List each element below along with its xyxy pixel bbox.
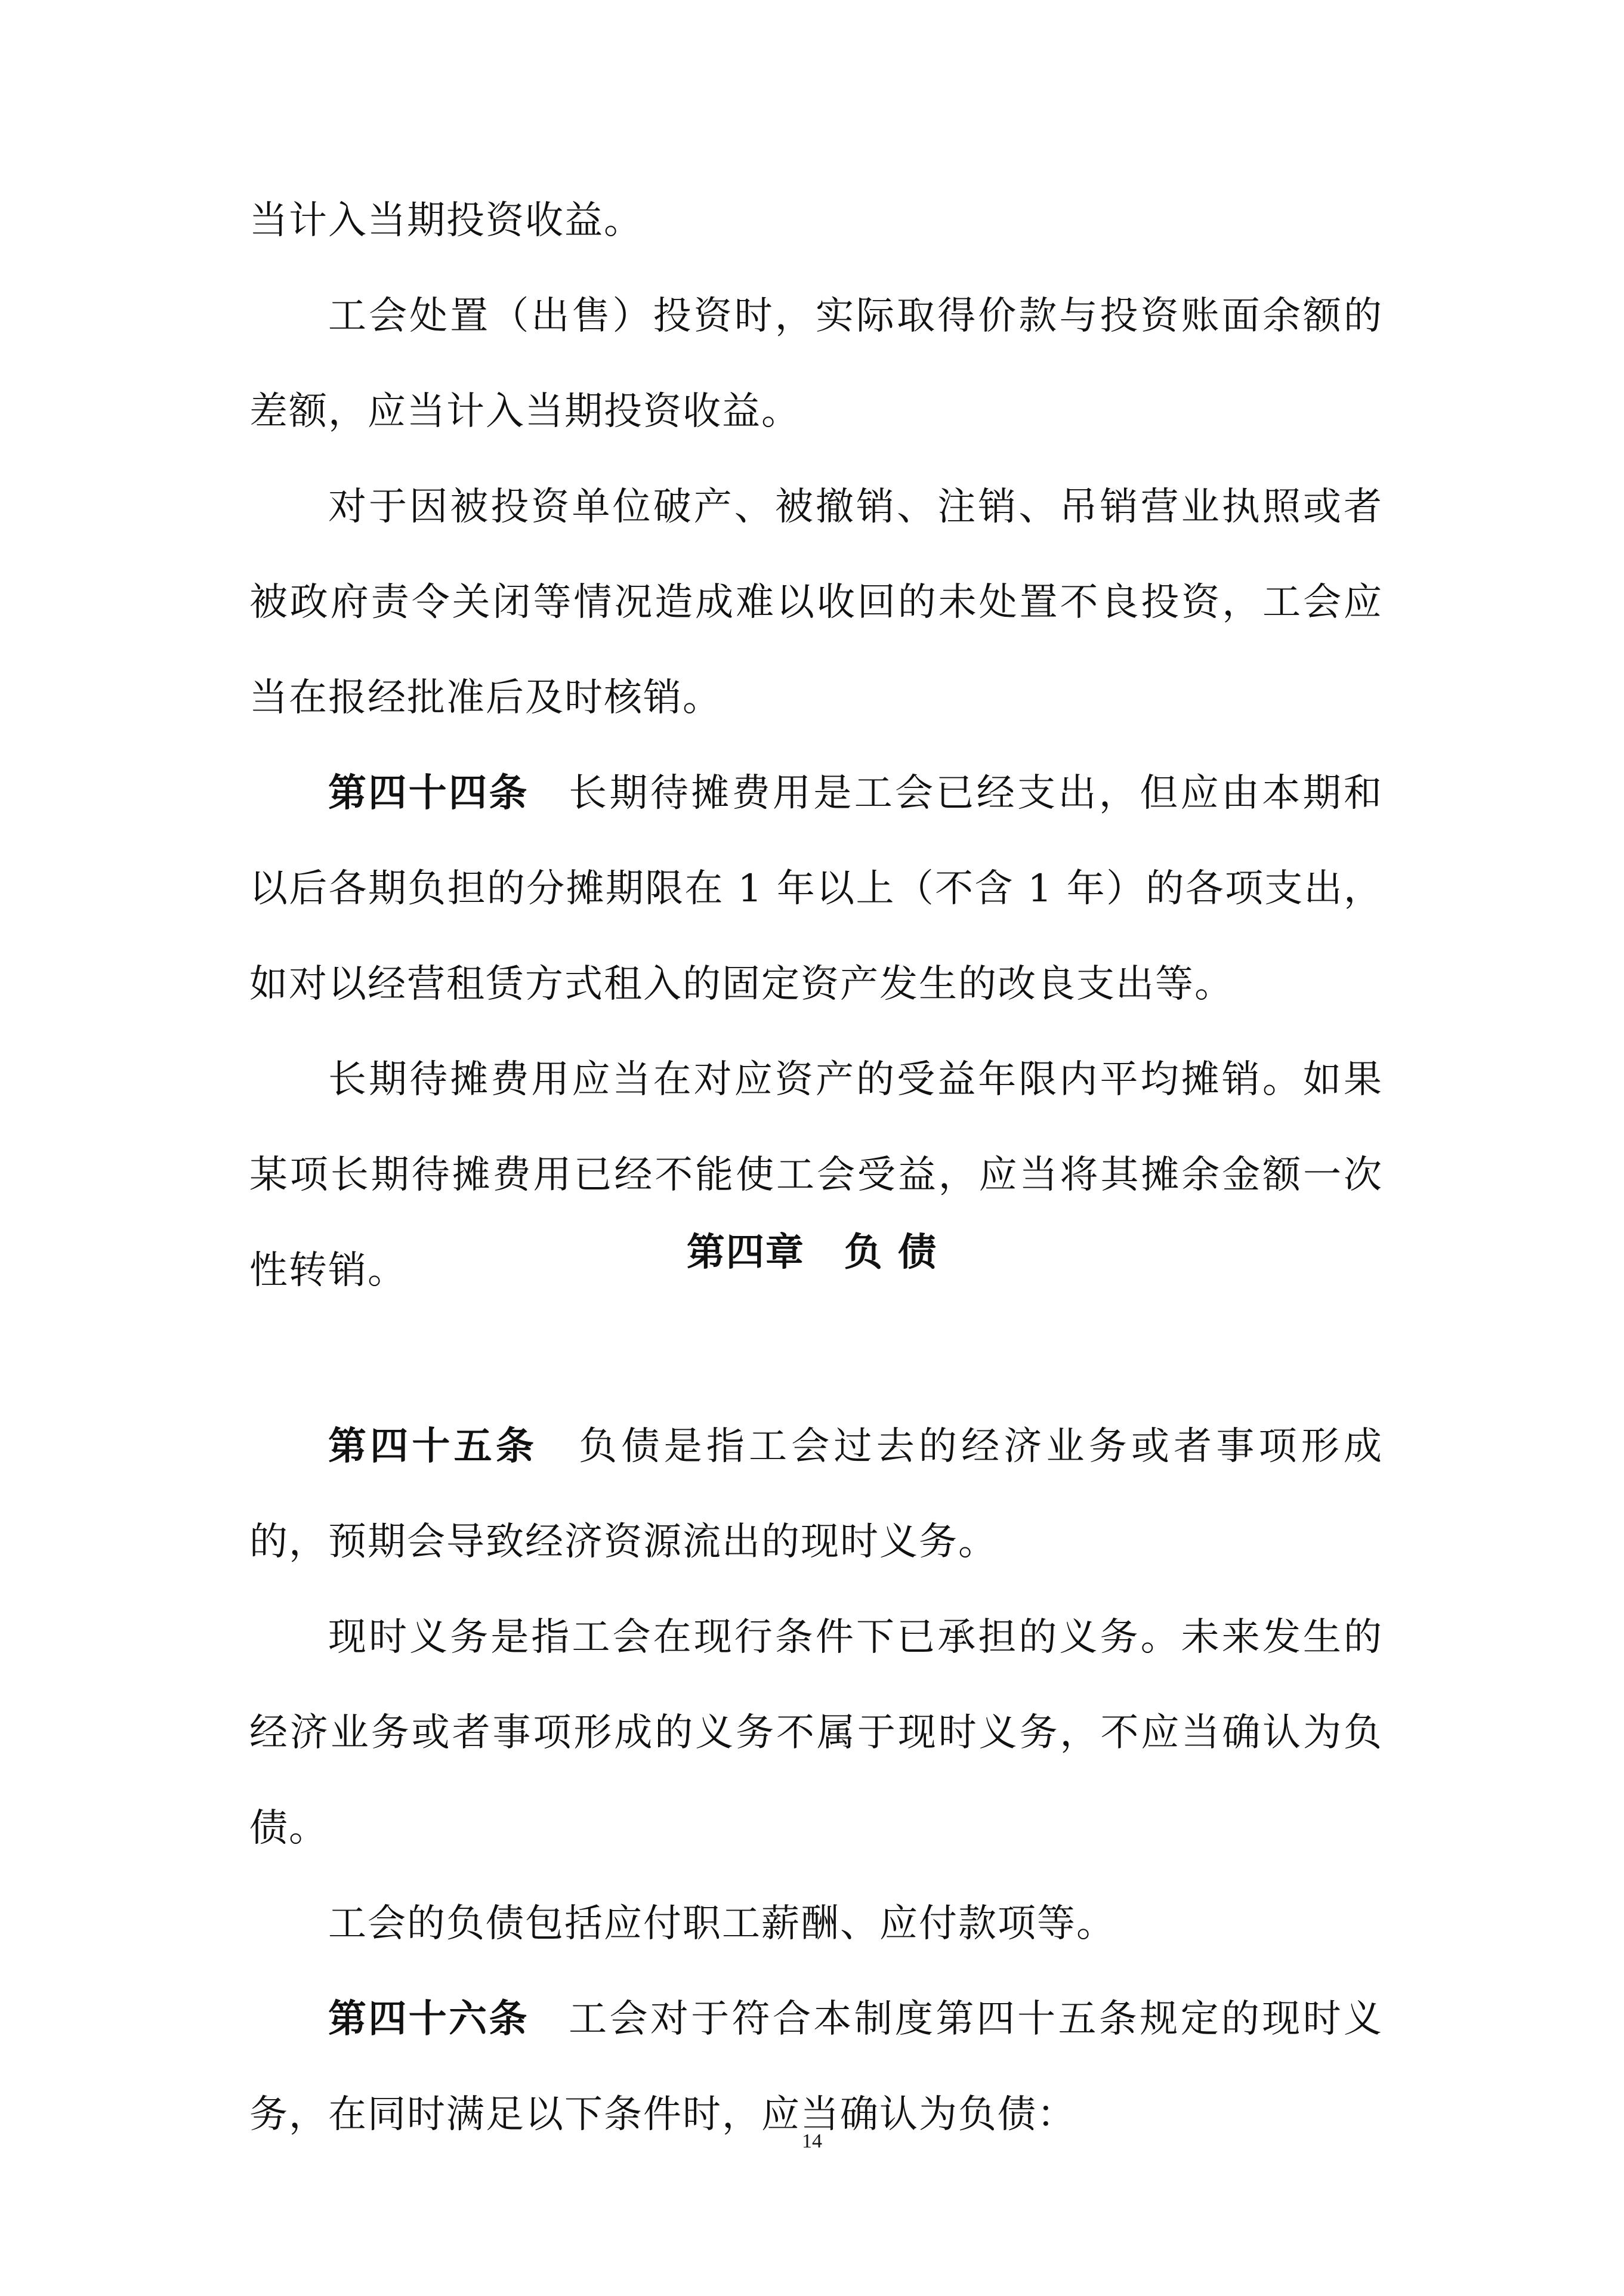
paragraph-text: 对于因被投资单位破产、被撤销、注销、吊销营业执照或者被政府责令关闭等情况造成难以收回的未处置不良投资，工会应当在报经批准后及时核销。 [249,485,1383,720]
body-section-top [249,173,1383,1318]
paragraph [249,268,1383,459]
paragraph-text: 工会对于符合本制度第四十五条规定的现时义务，在同时满足以下条件时，应当确认为负债： [249,1997,1384,2137]
article-paragraph [249,746,1383,1032]
paragraph [249,1590,1383,1876]
body-section-bottom [249,1399,1383,2162]
article-paragraph [249,1399,1383,1590]
paragraph-text: 现时义务是指工会在现行条件下已承担的义务。未来发生的经济业务或者事项形成的义务不属于现时义务，不应当确认为负债。 [249,1615,1383,1850]
paragraph [249,1876,1383,1971]
article-label: 第四十六条 [328,1997,529,2041]
paragraph-text: 工会的负债包括应付职工薪酬、应付款项等。 [328,1902,1116,1946]
article-label: 第四十五条 [328,1424,538,1469]
chapter-title: 第四章 负 债 [686,1231,938,1275]
paragraph-text: 负债是指工会过去的经济业务或者事项形成的，预期会导致经济资源流出的现时义务。 [249,1424,1384,1564]
page-number: 14 [802,2130,822,2152]
paragraph-text: 工会处置（出售）投资时，实际取得价款与投资账面余额的差额，应当计入当期投资收益。 [249,294,1383,434]
article-label: 第四十四条 [328,771,529,815]
paragraph-text: 当计入当期投资收益。 [249,199,643,243]
paragraph-text: 长期待摊费用是工会已经支出，但应由本期和以后各期负担的分摊期限在 1 年以上（不含 1 年）的各项支出，如对以经营租赁方式租入的固定资产发生的改良支出等。 [249,771,1384,1006]
paragraph [249,459,1383,746]
paragraph [249,173,1383,268]
paragraph-text: 长期待摊费用应当在对应资产的受益年限内平均摊销。如果某项长期待摊费用已经不能使工会受益，应当将其摊余金额一次性转销。 [249,1058,1383,1293]
